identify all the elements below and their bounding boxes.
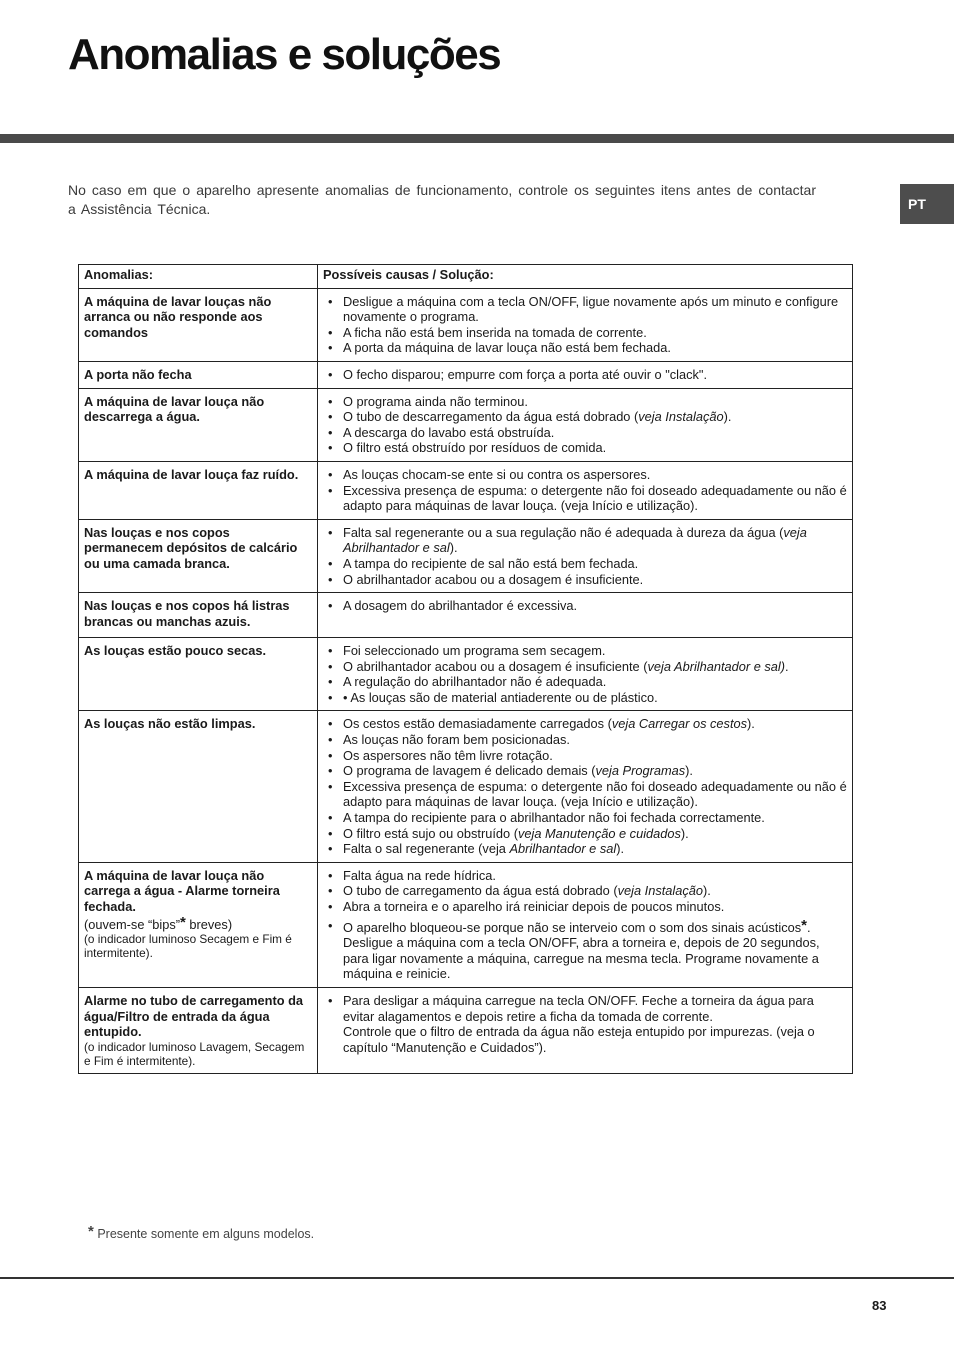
anomaly-cell [79,862,318,987]
cause-item: • Falta água na rede hídrica. [343,868,847,884]
cause-item: • O filtro está obstruído por resíduos de comida. [343,440,847,456]
causes-cell [318,862,853,987]
page-number: 83 [872,1298,887,1313]
causes-cell [318,638,853,711]
table-row [79,593,853,638]
indicator-note: (o indicador luminoso Secagem e Fim é intermitente). [84,932,292,961]
cause-item: • O programa de lavagem é delicado demais (veja Programas). [343,763,847,779]
cause-item: • Excessiva presença de espuma: o detergente não foi doseado adequadamente ou não é adapto para máquinas de lavar louça. (veja Início e utilização). [343,779,847,810]
causes-cell [318,987,853,1073]
table-row [79,711,853,862]
anomaly-title: A máquina de lavar louça não carrega a água - Alarme torneira fechada. [84,867,280,914]
table-row [79,388,853,461]
table-row [79,987,853,1073]
asterisk-icon: * [180,913,186,931]
cause-item: • Foi seleccionado um programa sem secagem. [343,643,847,659]
cause-item: • Desligue a máquina com a tecla ON/OFF, ligue novamente após um minuto e configure novamente o programa. [343,294,847,325]
header-rule [0,134,954,143]
cause-item: • A porta da máquina de lavar louça não está bem fechada. [343,340,847,356]
cause-item: • A descarga do lavabo está obstruída. [343,425,847,441]
asterisk-icon: * [88,1223,94,1240]
anomaly-cell: A máquina de lavar louças não arranca ou não responde aos comandos [79,288,318,361]
anomaly-title: Alarme no tubo de carregamento da água/Filtro de entrada da água entupido. [84,992,304,1040]
anomaly-cell: A porta não fecha [79,361,318,388]
indicator-note: (o indicador luminoso Lavagem, Secagem e Fim é intermitente). [84,1039,305,1068]
cause-item: • O abrilhantador acabou ou a dosagem é insuficiente (veja Abrilhantador e sal). [343,659,847,675]
causes-cell [318,711,853,862]
cause-item: • O aparelho bloqueou-se porque não se interveio com o som dos sinais acústicos*. Desligue a máquina com a tecla ON/OFF, abra a torneira e, depois de 20 segundos, para ligar novamente a máquina, carregue na mesma tecla. Programe novamente a máquina e reinicie. [343,918,847,982]
causes-cell [318,461,853,519]
causes-cell [318,288,853,361]
intro-paragraph: No caso em que o aparelho apresente anomalias de funcionamento, controle os seguintes itens antes de contactar a Assistência Técnica. [68,182,816,217]
anomaly-cell: A máquina de lavar louça faz ruído. [79,461,318,519]
causes-cell [318,519,853,592]
table-row [79,862,853,987]
troubleshooting-table [78,264,853,1074]
anomaly-beep-note: (ouvem-se “bips”* breves) [84,913,233,932]
table-header-row [79,265,853,289]
anomaly-cell: Nas louças e nos copos permanecem depósitos de calcário ou uma camada branca. [79,519,318,592]
header-anomalies: Anomalias: [79,265,318,289]
cause-item: • A ficha não está bem inserida na tomada de corrente. [343,325,847,341]
cause-item: • A dosagem do abrilhantador é excessiva. [343,598,847,614]
cause-item: • Para desligar a máquina carregue na tecla ON/OFF. Feche a torneira da água para evitar alagamentos e depois retire a ficha da tomada de corrente. Controle que o filtro de entrada da água não esteja entupido por impurezas. (veja o capítulo “Manutenção e Cuidados”). [343,993,847,1055]
table-row [79,288,853,361]
anomaly-cell: As louças não estão limpas. [79,711,318,862]
causes-cell [318,593,853,638]
anomaly-cell: A máquina de lavar louça não descarrega a água. [79,388,318,461]
footnote: * Presente somente em alguns modelos. [88,1223,315,1241]
cause-item: • A regulação do abrilhantador não é adequada. [343,674,847,690]
cause-item: • • As louças são de material antiaderente ou de plástico. [343,690,847,706]
anomaly-cell: As louças estão pouco secas. [79,638,318,711]
causes-cell [318,388,853,461]
anomaly-cell [79,987,318,1073]
cause-item: • Os cestos estão demasiadamente carregados (veja Carregar os cestos). [343,716,847,732]
cause-item: • O tubo de descarregamento da água está dobrado (veja Instalação). [343,409,847,425]
cause-item: • O tubo de carregamento da água está dobrado (veja Instalação). [343,883,847,899]
table-row [79,361,853,388]
cause-item: • As louças chocam-se ente si ou contra os aspersores. [343,467,847,483]
table-row [79,461,853,519]
cause-item: • Abra a torneira e o aparelho irá reiniciar depois de poucos minutos. [343,899,847,915]
footer-rule [0,1277,954,1279]
cause-item: • Falta sal regenerante ou a sua regulação não é adequada à dureza da água (veja Abrilhantador e sal). [343,525,847,556]
cause-item: • O fecho disparou; empurre com força a porta até ouvir o "clack". [343,367,847,383]
cause-item: • As louças não foram bem posicionadas. [343,732,847,748]
causes-cell [318,361,853,388]
language-tab: PT [900,184,954,224]
cause-item: • Os aspersores não têm livre rotação. [343,748,847,764]
cause-item: • O abrilhantador acabou ou a dosagem é insuficiente. [343,572,847,588]
table-row [79,519,853,592]
cause-item: • Excessiva presença de espuma: o detergente não foi doseado adequadamente ou não é adapto para máquinas de lavar louça. (veja Início e utilização). [343,483,847,514]
cause-item: • O filtro está sujo ou obstruído (veja Manutenção e cuidados). [343,826,847,842]
cause-item: • A tampa do recipiente de sal não está bem fechada. [343,556,847,572]
table-row [79,638,853,711]
anomaly-cell: Nas louças e nos copos há listras brancas ou manchas azuis. [79,593,318,638]
header-causes: Possíveis causas / Solução: [318,265,853,289]
cause-item: • Falta o sal regenerante (veja Abrilhantador e sal). [343,841,847,857]
asterisk-icon: * [801,916,807,934]
cause-item: • A tampa do recipiente para o abrilhantador não foi fechada correctamente. [343,810,847,826]
cause-item: • O programa ainda não terminou. [343,394,847,410]
page-title: Anomalias e soluções [68,30,501,79]
